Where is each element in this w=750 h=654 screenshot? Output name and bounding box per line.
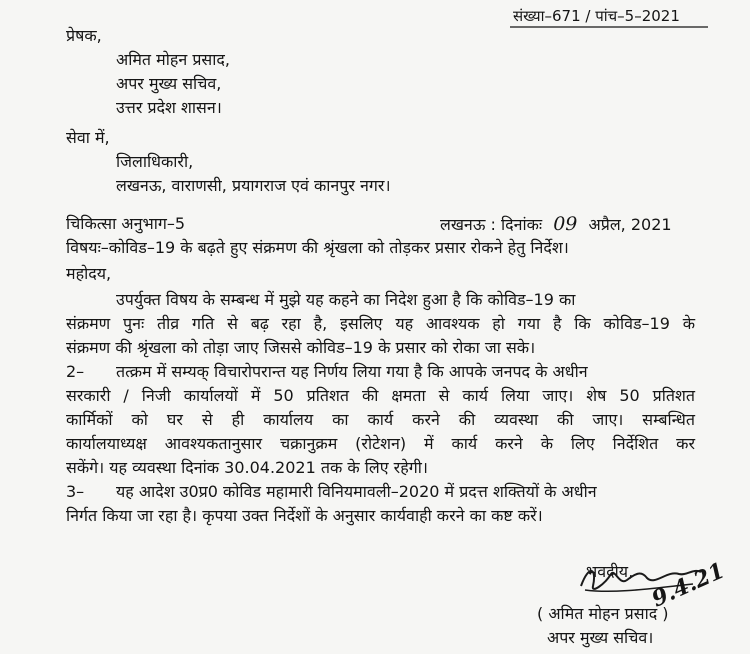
date-month-year: अप्रैल, 2021 <box>588 215 672 234</box>
paragraph-2-line-2: सरकारी / निजी कार्यालयों में 50 प्रतिशत की क्षमता से कार्य लिया जाए। शेष 50 प्रतिशत <box>66 386 695 405</box>
recipient-places: लखनऊ, वाराणसी, प्रयागराज एवं कानपुर नगर। <box>116 176 391 195</box>
sender-label: प्रेषक, <box>66 26 102 45</box>
salutation: महोदय, <box>66 264 112 283</box>
sender-name: अमित मोहन प्रसाद, <box>116 50 230 69</box>
signatory-name: ( अमित मोहन प्रसाद ) <box>537 604 669 623</box>
section-name: चिकित्सा अनुभाग–5 <box>66 214 186 233</box>
paragraph-1-line-2: संक्रमण पुनः तीव्र गति से बढ़ रहा है, इसलिए यह आवश्यक हो गया है कि कोविड–19 के <box>66 314 695 333</box>
date-day-handwritten: 09 <box>553 213 578 235</box>
date-prefix: लखनऊ : दिनांकः <box>440 215 543 234</box>
paragraph-1-line-1: उपर्युक्त विषय के सम्बन्ध में मुझे यह कहने का निदेश हुआ है कि कोविड–19 का <box>116 290 576 309</box>
paragraph-3-number: 3– <box>66 482 85 501</box>
paragraph-2-line-5: सकेंगे। यह व्यवस्था दिनांक 30.04.2021 तक के लिए रहेगी। <box>66 458 428 477</box>
signatory-designation: अपर मुख्य सचिव। <box>547 628 654 647</box>
paragraph-2-line-4: कार्यालयाध्यक्ष आवश्यकतानुसार चक्रानुक्रम (रोटेशन) में कार्य करने के लिए निर्देशित कर <box>66 434 695 453</box>
reference-underline <box>510 26 710 30</box>
subject-line: विषयः–कोविड–19 के बढ़ते हुए संक्रमण की श्रृंखला को तोड़कर प्रसार रोकने हेतु निर्देश। <box>66 238 569 257</box>
closing: भवदीय, <box>586 562 634 581</box>
reference-number: संख्या–671 / पांच–5–2021 <box>513 7 680 25</box>
paragraph-2-line-1: तत्क्रम में सम्यक् विचारोपरान्त यह निर्णय लिया गया है कि आपके जनपद के अधीन <box>116 362 588 381</box>
date-line <box>440 214 672 235</box>
to-label: सेवा में, <box>66 128 110 147</box>
signature-date: 9.4.21 <box>648 557 729 613</box>
paragraph-1-line-3: संक्रमण की श्रृंखला को तोड़ा जाए जिससे कोविड–19 के प्रसार को रोका जा सके। <box>66 338 536 357</box>
sender-designation: अपर मुख्य सचिव, <box>116 74 222 93</box>
paragraph-2-number: 2– <box>66 362 85 381</box>
paragraph-3-line-2: निर्गत किया जा रहा है। कृपया उक्त निर्देशों के अनुसार कार्यवाही करने का कष्ट करें। <box>66 506 543 525</box>
paragraph-3-line-1: यह आदेश उ0प्र0 कोविड महामारी विनियमावली–2020 में प्रदत्त शक्तियों के अधीन <box>116 482 597 501</box>
sender-organisation: उत्तर प्रदेश शासन। <box>116 98 222 117</box>
paragraph-2-line-3: कार्मिकों को घर से ही कार्यालय का कार्य करने की व्यवस्था की जाए। सम्बन्धित <box>66 410 695 429</box>
recipient-designation: जिलाधिकारी, <box>116 152 194 171</box>
